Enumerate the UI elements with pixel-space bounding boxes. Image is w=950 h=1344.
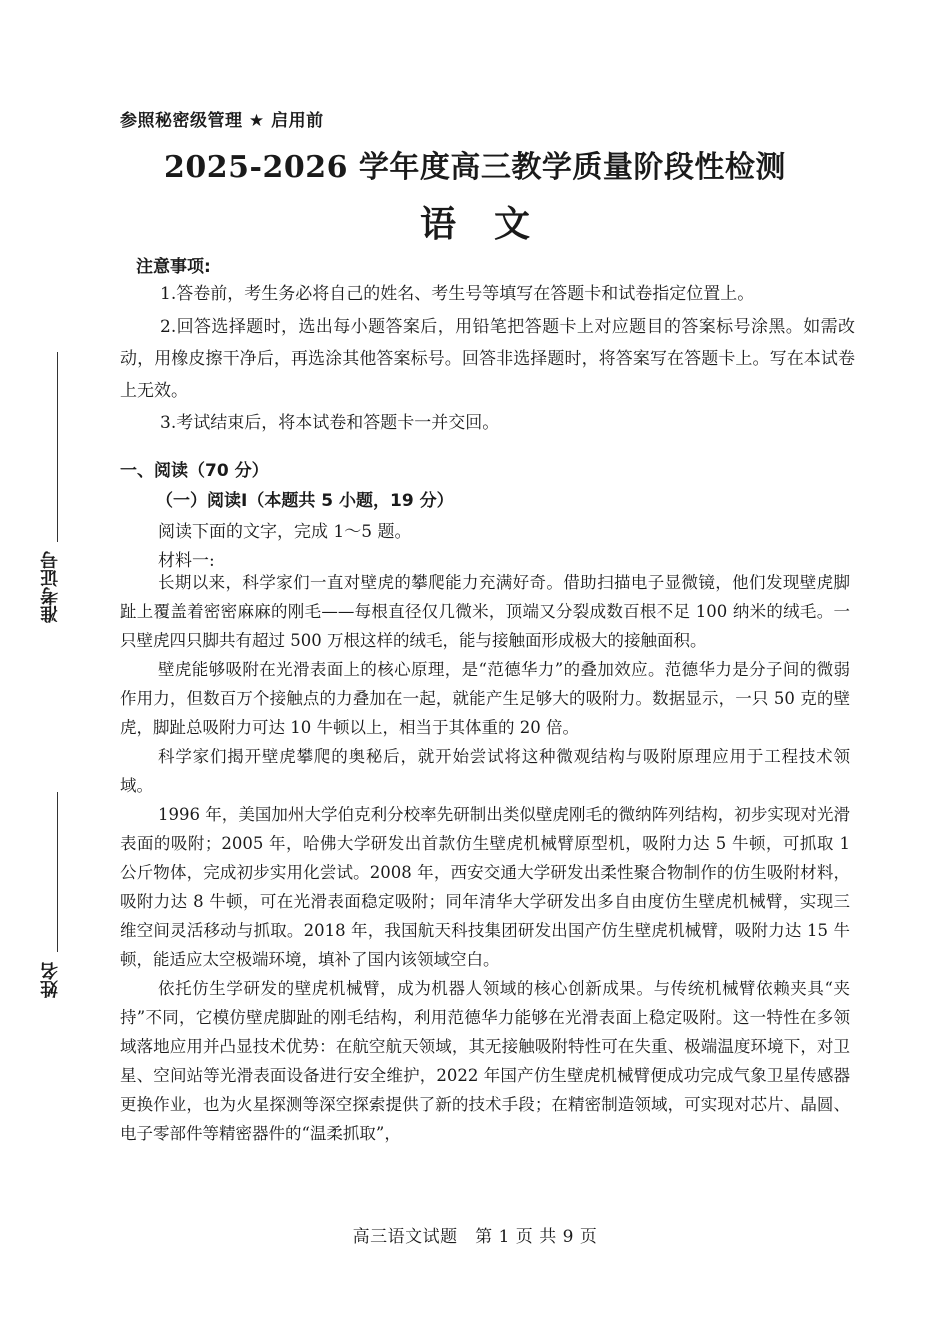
subsection-heading: （一）阅读Ⅰ（本题共 5 小题，19 分）: [156, 491, 454, 511]
exam-id-label: 准考证号: [40, 551, 61, 624]
passage-paragraph: 科学家们揭开壁虎攀爬的奥秘后，就开始尝试将这种微观结构与吸附原理应用于工程技术领域。: [120, 747, 850, 795]
passage-paragraph: 1996 年，美国加州大学伯克利分校率先研制出类似壁虎刚毛的微纳阵列结构，初步实现对光滑表面的吸附；2005 年，哈佛大学研发出首款仿生壁虎机械臂原型机，吸附力达 5 牛顿，可抓取 1 公斤物体，完成初步实用化尝试。2008 年，西安交通大学研发出柔性聚合物制作的仿生吸附材料，吸附力达 8 牛顿，可在光滑表面稳定吸附；同年清华大学研发出多自由度仿生壁虎机械臂，实现三维空间灵活移动与抓取。2018 年，我国航天科技集团研发出国产仿生壁虎机械臂，吸附力达 15 牛顿，能适应太空极端环境，填补了国内该领域空白。: [120, 805, 850, 969]
passage-paragraph: 壁虎能够吸附在光滑表面上的核心原理，是“范德华力”的叠加效应。范德华力是分子间的微弱作用力，但数百万个接触点的力叠加在一起，就能产生足够大的吸附力。数据显示，一只 50 克的壁虎，脚趾总吸附力可达 10 牛顿以上，相当于其体重的 20 倍。: [120, 660, 850, 737]
exam-id-line: [57, 352, 58, 542]
notice-item-1: 1.答卷前，考生务必将自己的姓名、考生号等填写在答题卡和试卷指定位置上。: [160, 284, 755, 304]
notice-item-3: 3.考试结束后，将本试卷和答题卡一并交回。: [160, 413, 500, 433]
section-heading: 一、阅读（70 分）: [120, 461, 269, 481]
material-label: 材料一:: [158, 551, 215, 571]
reading-passage: [120, 568, 850, 1148]
reading-instruction: 阅读下面的文字，完成 1～5 题。: [158, 522, 412, 542]
page-footer: 高三语文试题 第 1 页 共 9 页: [352, 1227, 598, 1247]
subject-title: 语文: [419, 203, 568, 245]
classification-label: 参照秘密级管理 ★ 启用前: [120, 111, 324, 131]
notice-item-2: 2.回答选择题时，选出每小题答案后，用铅笔把答题卡上对应题目的答案标号涂黑。如需改动，用橡皮擦干净后，再选涂其他答案标号。回答非选择题时，将答案写在答题卡上。写在本试卷上无效。: [120, 317, 855, 401]
exam-title: 2025-2026 学年度高三教学质量阶段性检测: [164, 150, 786, 185]
name-line: [57, 792, 58, 952]
notice-heading: 注意事项:: [136, 257, 211, 277]
passage-paragraph: 依托仿生学研发的壁虎机械臂，成为机器人领域的核心创新成果。与传统机械臂依赖夹具“夹持”不同，它模仿壁虎脚趾的刚毛结构，利用范德华力能够在光滑表面上稳定吸附。这一特性在多领域落地应用并凸显技术优势：在航空航天领域，其无接触吸附特性可在失重、极端温度环境下，对卫星、空间站等光滑表面设备进行安全维护，2022 年国产仿生壁虎机械臂便成功完成气象卫星传感器更换作业，也为火星探测等深空探索提供了新的技术手段；在精密制造领域，可实现对芯片、晶圆、电子零部件等精密器件的“温柔抓取”，: [120, 979, 850, 1143]
passage-paragraph: 长期以来，科学家们一直对壁虎的攀爬能力充满好奇。借助扫描电子显微镜，他们发现壁虎脚趾上覆盖着密密麻麻的刚毛——每根直径仅几微米，顶端又分裂成数百根不足 100 纳米的绒毛。一只壁虎四只脚共有超过 500 万根这样的绒毛，能与接触面形成极大的接触面积。: [120, 573, 850, 650]
name-label: 姓名: [40, 962, 61, 998]
